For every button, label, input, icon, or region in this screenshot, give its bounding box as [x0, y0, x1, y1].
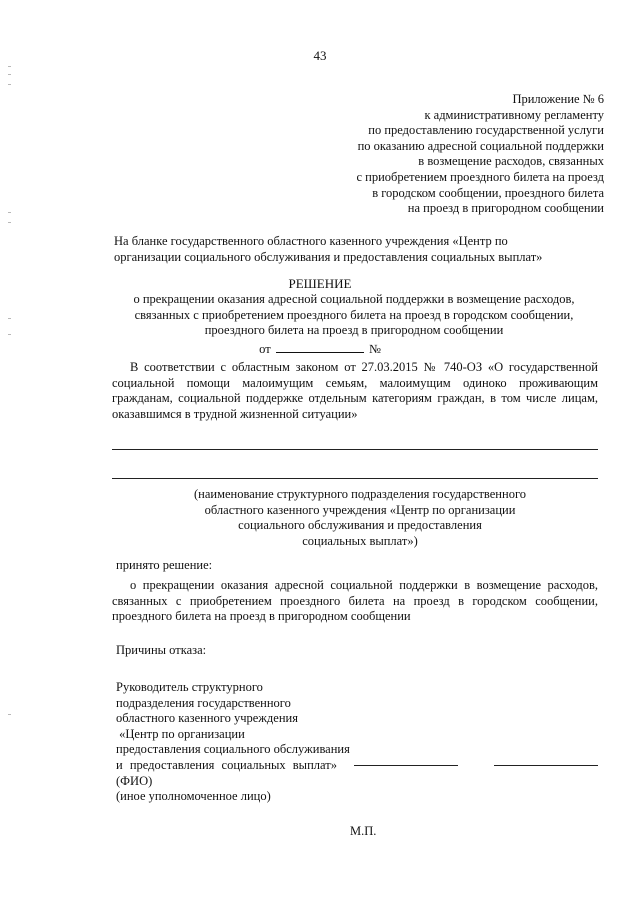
- refusal-reasons-label: Причины отказа:: [116, 643, 207, 657]
- appendix-line: в городском сообщении, проездного билета: [372, 185, 604, 200]
- unit-name-blank-line[interactable]: [112, 478, 598, 479]
- signature-block: [116, 680, 350, 805]
- appendix-line: к административному регламенту: [424, 107, 604, 122]
- document-title: РЕШЕНИЕ: [288, 276, 352, 291]
- signer-line: (ФИО): [116, 773, 153, 788]
- signer-line: (иное уполномоченное лицо): [116, 789, 271, 804]
- scan-mark: [8, 222, 11, 223]
- subject-line: связанных с приобретением проездного билета на проезд в городском сообщении,: [134, 307, 574, 322]
- scan-mark: [8, 74, 11, 75]
- signer-line: Руководитель структурного: [116, 680, 263, 694]
- letterhead-line: организации социального обслуживания и предоставления социальных выплат»: [114, 249, 543, 264]
- signer-line: областного казенного учреждения: [116, 711, 298, 726]
- date-blank[interactable]: [276, 341, 364, 353]
- number-label: №: [368, 342, 381, 356]
- decision-text: о прекращении оказания адресной социальной поддержки в возмещение расходов, связанных с приобретением проездного билета на проезд в городском сообщении, проездного билета на проезд в пригородном сообщении: [112, 578, 598, 624]
- decided-label: принято решение:: [116, 558, 213, 572]
- letterhead-line: На бланке государственного областного казенного учреждения «Центр по: [114, 234, 508, 248]
- letterhead: [114, 234, 584, 265]
- scan-mark: [8, 212, 11, 213]
- signature-blank[interactable]: [354, 765, 458, 766]
- scan-mark: [8, 334, 11, 335]
- caption-line: социального обслуживания и предоставления: [238, 518, 482, 533]
- decision-subject: [108, 292, 600, 339]
- appendix-line: по оказанию адресной социальной поддержки: [357, 138, 604, 153]
- scan-mark: [8, 66, 11, 67]
- date-number-line: [0, 341, 640, 357]
- legal-basis-paragraph: В соответствии с областным законом от 27.03.2015 № 740-ОЗ «О государственной социальной помощи малоимущим семьям, малоимущим одиноко проживающим гражданам, социальной поддержке отдельным категориям граждан, в том числе лицам, оказавшимся в трудной жизненной ситуации»: [112, 360, 598, 421]
- subject-line: проездного билета на проезд в пригородном сообщении: [204, 323, 504, 338]
- page-number: 43: [313, 48, 327, 63]
- appendix-header: [356, 92, 604, 217]
- subject-line: о прекращении оказания адресной социальной поддержки в возмещение расходов,: [133, 292, 575, 306]
- scan-mark: [8, 714, 11, 715]
- from-label: от: [259, 342, 271, 356]
- scan-mark: [8, 318, 11, 319]
- caption-line: областного казенного учреждения «Центр по организации: [204, 502, 516, 517]
- signer-line: и предоставления социальных выплат»: [116, 757, 337, 772]
- appendix-line: с приобретением проездного билета на проезд: [356, 169, 604, 184]
- appendix-line: на проезд в пригородном сообщении: [407, 201, 604, 216]
- appendix-line: Приложение № 6: [512, 92, 604, 106]
- scan-mark: [8, 84, 11, 85]
- unit-name-caption: [150, 487, 570, 549]
- stamp-label: М.П.: [350, 824, 377, 838]
- caption-line: (наименование структурного подразделения государственного: [193, 487, 527, 501]
- appendix-line: по предоставлению государственной услуги: [368, 123, 604, 138]
- appendix-line: в возмещение расходов, связанных: [418, 154, 604, 169]
- caption-line: социальных выплат»): [302, 533, 418, 548]
- signer-line: предоставления социального обслуживания: [116, 742, 350, 757]
- signer-line: подразделения государственного: [116, 695, 291, 710]
- unit-name-blank-line[interactable]: [112, 449, 598, 450]
- name-blank[interactable]: [494, 765, 598, 766]
- signer-line: «Центр по организации: [116, 726, 245, 741]
